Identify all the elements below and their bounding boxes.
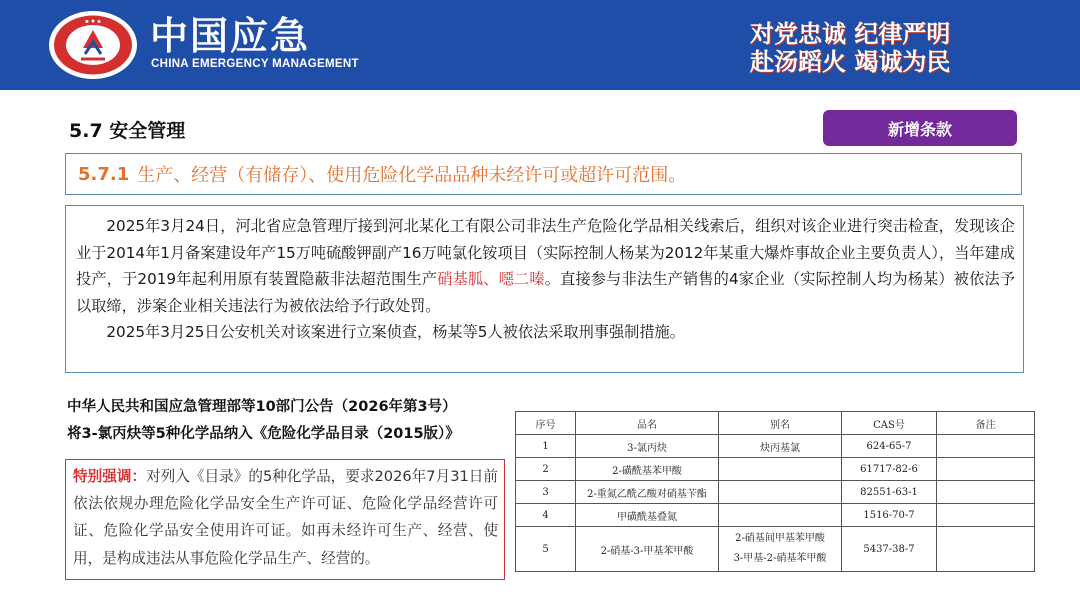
cell-name: 甲磺酰基叠氮: [576, 504, 719, 527]
case-paragraph-2: 2025年3月25日公安机关对该案进行立案侦查，杨某等5人被依法采取刑事强制措施。: [106, 323, 685, 341]
table-row: [516, 481, 1035, 504]
cell-no: 4: [516, 504, 576, 527]
cell-alias: [719, 481, 842, 504]
cell-cas: 61717-82-6: [842, 458, 937, 481]
cell-note: [937, 435, 1035, 458]
cell-name: 2-重氮乙酰乙酸对硝基苄酯: [576, 481, 719, 504]
cell-no: 5: [516, 527, 576, 572]
cell-cas: 624-65-7: [842, 435, 937, 458]
slogan-line-2: 赴汤蹈火 竭诚为民: [750, 47, 951, 76]
slogan: [750, 20, 1010, 76]
emergency-management-emblem-icon: [47, 9, 139, 81]
col-header-cas: CAS号: [842, 412, 937, 435]
cell-alias: 炔丙基氯: [719, 435, 842, 458]
case-text-b: 。直接参与非法生产销售的4家企业（实际控制人均为杨某）被依法予以取缔，涉案企业相关违法行为被依法给予行政处罚。: [76, 270, 1016, 315]
cell-note: [937, 458, 1035, 481]
cell-alias-2: 3-甲基-2-硝基苯甲酸: [733, 553, 827, 564]
case-paragraph-1: [76, 213, 1015, 319]
cell-note: [937, 527, 1035, 572]
col-header-note: 备注: [937, 412, 1035, 435]
cell-no: 1: [516, 435, 576, 458]
col-header-no: 序号: [516, 412, 576, 435]
new-clause-badge: 新增条款: [823, 110, 1017, 146]
case-description: [65, 205, 1024, 373]
announcement-line-1: 中华人民共和国应急管理部等10部门公告（2026年第3号）: [67, 399, 457, 415]
cell-alias: [719, 527, 842, 572]
table-row: [516, 504, 1035, 527]
clause-box: [65, 153, 1022, 195]
announcement-heading: [67, 394, 507, 448]
header-banner: [0, 0, 1080, 90]
cell-note: [937, 481, 1035, 504]
cell-note: [937, 504, 1035, 527]
col-header-name: 品名: [576, 412, 719, 435]
table-row: [516, 458, 1035, 481]
col-header-alias: 别名: [719, 412, 842, 435]
case-text-a: 2025年3月24日，河北省应急管理厅接到河北某化工有限公司非法生产危险化学品相关线索后，组织对该企业进行突击检查，发现该企业于2014年1月备案建设年产15万吨硫酸钾副产16万吨氯化铵项目（实际控制人杨某为2012年某重大爆炸事故企业主要负责人），当年建成投产，于2019年起利用原有装置隐蔽非法超范围生产: [76, 217, 1015, 288]
brand-name-cn: 中国应急: [150, 14, 311, 58]
cell-cas: 5437-38-7: [842, 527, 937, 572]
cell-alias: [719, 504, 842, 527]
table-row: [516, 527, 1035, 572]
case-highlight-chemicals: 硝基胍、噁二嗪: [437, 270, 545, 288]
cell-alias: [719, 458, 842, 481]
cell-name: 3-氯丙炔: [576, 435, 719, 458]
slogan-line-1: 对党忠诚 纪律严明: [750, 19, 951, 48]
chemical-list-table: [515, 411, 1035, 572]
cell-no: 2: [516, 458, 576, 481]
clause-text: 生产、经营（有储存）、使用危险化学品品种未经许可或超许可范围。: [137, 165, 687, 186]
cell-cas: 82551-63-1: [842, 481, 937, 504]
cell-name: 2-磺酰基苯甲酸: [576, 458, 719, 481]
section-title: 5.7 安全管理: [69, 120, 186, 142]
special-emphasis-box: [65, 459, 505, 580]
cell-name: 2-硝基-3-甲基苯甲酸: [576, 527, 719, 572]
table-row: [516, 435, 1035, 458]
brand-name-en: CHINA EMERGENCY MANAGEMENT: [151, 58, 359, 70]
cell-alias-1: 2-硝基间甲基苯甲酸: [735, 533, 825, 544]
emphasis-label: 特别强调：: [73, 468, 147, 485]
announcement-line-2: 将3-氯丙炔等5种化学品纳入《危险化学品目录（2015版）》: [67, 426, 460, 442]
emphasis-text: 对列入《目录》的5种化学品，要求2026年7月31日前依法依规办理危险化学品安全生产许可证、危险化学品经营许可证、危险化学品安全使用许可证。如再未经许可生产、经营、使用，是构成违法从事危险化学品生产、经营的。: [73, 468, 498, 567]
table-header-row: [516, 412, 1035, 435]
cell-no: 3: [516, 481, 576, 504]
clause-number: 5.7.1: [78, 163, 130, 185]
cell-cas: 1516-70-7: [842, 504, 937, 527]
